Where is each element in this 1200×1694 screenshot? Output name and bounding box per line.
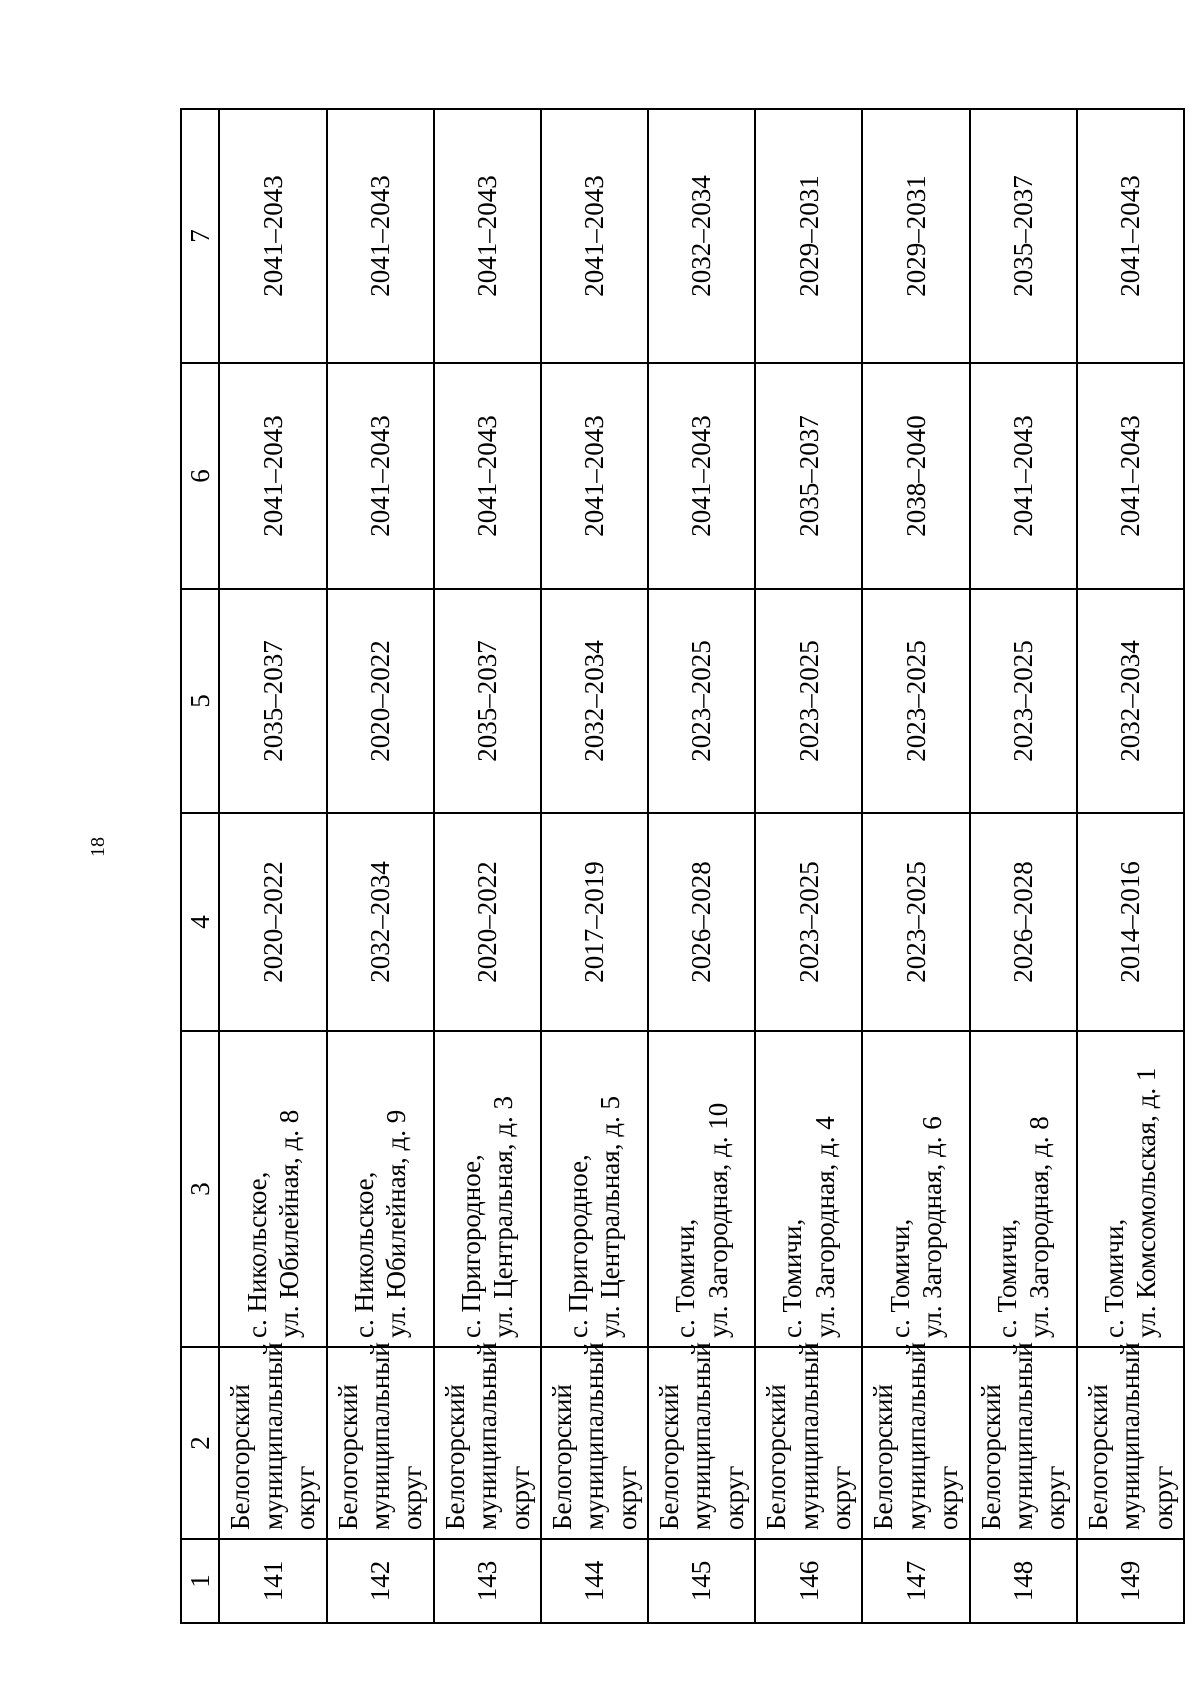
address-line: с. Томичи,	[777, 1218, 808, 1338]
address-line: с. Пригородное,	[455, 1154, 486, 1338]
district-line: округ	[933, 1465, 964, 1530]
period-cell: 2038–2040	[862, 363, 969, 589]
schedule-table	[180, 108, 1185, 1624]
period-cell: 2041–2043	[970, 363, 1077, 589]
period-cell: 2041–2043	[219, 363, 326, 589]
period-cell: 2032–2034	[1077, 589, 1184, 813]
district-line: Белогорский	[975, 1384, 1006, 1530]
period-cell: 2041–2043	[434, 109, 541, 363]
district-cell	[970, 1342, 1077, 1539]
district-cell	[755, 1342, 862, 1539]
district-line: Белогорский	[332, 1384, 363, 1530]
period-cell: 2023–2025	[970, 589, 1077, 813]
table-row	[970, 109, 1077, 1623]
table-container	[180, 110, 1178, 1624]
period-cell: 2014–2016	[1077, 813, 1184, 1031]
district-cell	[1077, 1342, 1184, 1539]
period-cell: 2026–2028	[970, 813, 1077, 1031]
table-header-row	[181, 109, 219, 1623]
period-cell: 2041–2043	[541, 363, 648, 589]
table-row	[541, 109, 648, 1623]
district-cell	[862, 1342, 969, 1539]
district-line: муниципальный	[364, 1342, 395, 1530]
header-cell: 5	[181, 589, 219, 813]
district-line: муниципальный	[1007, 1342, 1038, 1530]
table-body	[181, 109, 1184, 1623]
table-row	[755, 109, 862, 1623]
rotated-table-wrap	[180, 110, 1178, 1624]
period-cell: 2017–2019	[541, 813, 648, 1031]
district-line: округ	[1040, 1465, 1071, 1530]
period-cell: 2041–2043	[434, 363, 541, 589]
address-line: с. Томичи,	[670, 1218, 701, 1338]
district-line: округ	[290, 1465, 321, 1530]
district-line: округ	[826, 1465, 857, 1530]
header-cell: 3	[181, 1031, 219, 1347]
address-line: с. Пригородное,	[563, 1154, 594, 1338]
district-line: муниципальный	[900, 1342, 931, 1530]
period-cell: 2035–2037	[970, 109, 1077, 363]
period-cell: 2029–2031	[862, 109, 969, 363]
header-cell: 2	[181, 1347, 219, 1539]
district-line: округ	[1147, 1465, 1178, 1530]
period-cell: 2041–2043	[1077, 363, 1184, 589]
table-row	[1077, 109, 1184, 1623]
address-line: с. Томичи,	[884, 1218, 915, 1338]
period-cell: 2032–2034	[327, 813, 434, 1031]
period-cell: 2023–2025	[862, 813, 969, 1031]
address-cell	[648, 1031, 755, 1347]
address-cell	[1077, 1031, 1184, 1347]
period-cell: 2026–2028	[648, 813, 755, 1031]
period-cell: 2032–2034	[541, 589, 648, 813]
period-cell: 2020–2022	[434, 813, 541, 1031]
address-line: ул. Загородная, д. 4	[809, 1116, 840, 1338]
period-cell: 2035–2037	[219, 589, 326, 813]
district-line: Белогорский	[546, 1384, 577, 1530]
address-line: ул. Загородная, д. 10	[702, 1102, 733, 1338]
table-row	[862, 109, 969, 1623]
row-number-cell: 142	[327, 1539, 434, 1623]
district-line: муниципальный	[793, 1342, 824, 1530]
address-line: ул. Комсомольская, д. 1	[1131, 1067, 1162, 1338]
address-line: ул. Центральная, д. 5	[595, 1096, 626, 1338]
period-cell: 2041–2043	[648, 363, 755, 589]
period-cell: 2041–2043	[219, 109, 326, 363]
header-cell: 7	[181, 109, 219, 363]
header-cell: 6	[181, 363, 219, 589]
header-cell: 4	[181, 813, 219, 1031]
period-cell: 2035–2037	[434, 589, 541, 813]
period-cell: 2041–2043	[327, 363, 434, 589]
district-line: Белогорский	[225, 1384, 256, 1530]
district-line: муниципальный	[257, 1342, 288, 1530]
district-line: Белогорский	[654, 1384, 685, 1530]
district-line: муниципальный	[686, 1342, 717, 1530]
period-cell: 2020–2022	[219, 813, 326, 1031]
row-number-cell: 148	[970, 1539, 1077, 1623]
table-row	[434, 109, 541, 1623]
district-line: Белогорский	[1082, 1384, 1113, 1530]
header-cell: 1	[181, 1539, 219, 1623]
row-number-cell: 141	[219, 1539, 326, 1623]
address-line: ул. Юбилейная, д. 9	[381, 1109, 412, 1338]
district-cell	[434, 1342, 541, 1539]
table-row	[327, 109, 434, 1623]
address-cell	[434, 1031, 541, 1347]
period-cell: 2041–2043	[1077, 109, 1184, 363]
address-line: ул. Загородная, д. 8	[1024, 1116, 1055, 1338]
address-cell	[755, 1031, 862, 1347]
district-line: муниципальный	[1115, 1342, 1146, 1530]
address-line: с. Томичи,	[1098, 1218, 1129, 1338]
row-number-cell: 149	[1077, 1539, 1184, 1623]
address-line: с. Томичи,	[991, 1218, 1022, 1338]
address-line: ул. Центральная, д. 3	[488, 1096, 519, 1338]
district-line: Белогорский	[868, 1384, 899, 1530]
period-cell: 2023–2025	[755, 589, 862, 813]
district-cell	[648, 1342, 755, 1539]
address-cell	[327, 1031, 434, 1347]
row-number-cell: 146	[755, 1539, 862, 1623]
period-cell: 2023–2025	[648, 589, 755, 813]
address-line: с. Никольское,	[241, 1171, 272, 1338]
period-cell: 2041–2043	[327, 109, 434, 363]
district-line: муниципальный	[579, 1342, 610, 1530]
period-cell: 2023–2025	[862, 589, 969, 813]
page-number: 18	[87, 837, 109, 857]
period-cell: 2035–2037	[755, 363, 862, 589]
district-cell	[327, 1342, 434, 1539]
address-cell	[219, 1031, 326, 1347]
table-row	[219, 109, 326, 1623]
district-line: Белогорский	[439, 1384, 470, 1530]
address-cell	[970, 1031, 1077, 1347]
period-cell: 2029–2031	[755, 109, 862, 363]
address-line: с. Никольское,	[348, 1171, 379, 1338]
district-cell	[219, 1342, 326, 1539]
row-number-cell: 143	[434, 1539, 541, 1623]
address-line: ул. Юбилейная, д. 8	[273, 1109, 304, 1338]
district-line: округ	[611, 1465, 642, 1530]
district-line: округ	[718, 1465, 749, 1530]
address-cell	[862, 1031, 969, 1347]
address-line: ул. Загородная, д. 6	[917, 1116, 947, 1338]
district-line: округ	[504, 1465, 535, 1530]
period-cell: 2032–2034	[648, 109, 755, 363]
row-number-cell: 147	[862, 1539, 969, 1623]
row-number-cell: 145	[648, 1539, 755, 1623]
district-line: муниципальный	[472, 1342, 503, 1530]
district-cell	[541, 1342, 648, 1539]
row-number-cell: 144	[541, 1539, 648, 1623]
period-cell: 2023–2025	[755, 813, 862, 1031]
address-cell	[541, 1031, 648, 1347]
table-row	[648, 109, 755, 1623]
period-cell: 2020–2022	[327, 589, 434, 813]
district-line: Белогорский	[761, 1384, 792, 1530]
district-line: округ	[397, 1465, 428, 1530]
period-cell: 2041–2043	[541, 109, 648, 363]
